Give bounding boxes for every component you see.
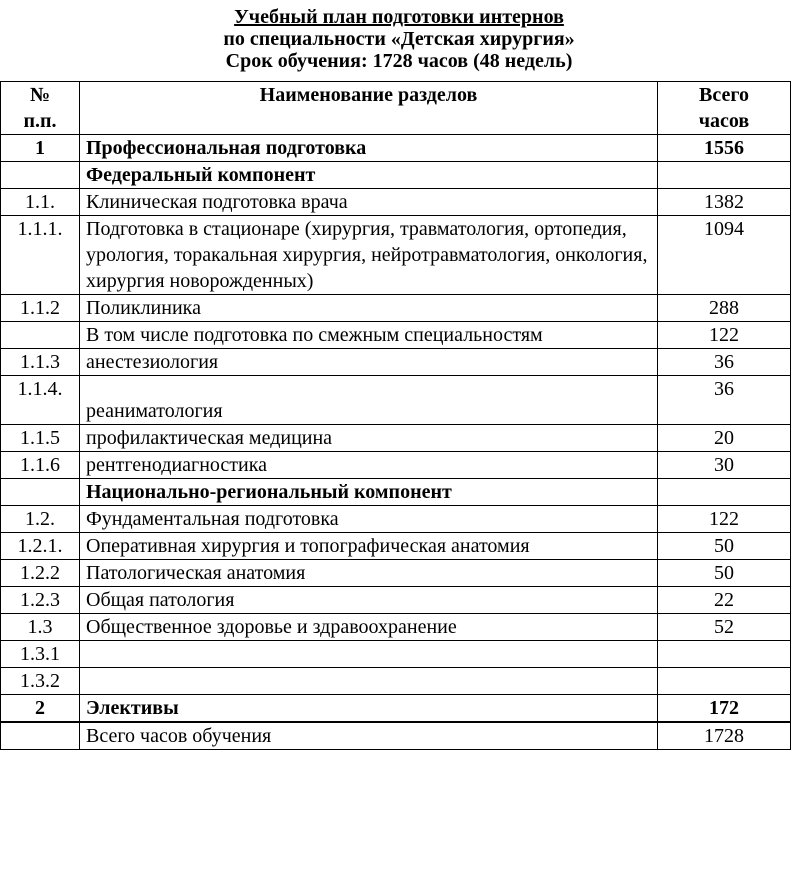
row-hours: 1094	[658, 216, 791, 295]
title-line-1: Учебный план подготовки интернов	[234, 6, 564, 28]
row-hours: 36	[658, 376, 791, 425]
row-name: Всего часов обучения	[80, 723, 658, 750]
row-hours: 122	[658, 506, 791, 533]
row-num: 1	[1, 135, 80, 162]
row-name	[80, 668, 658, 695]
row-num: 1.1.	[1, 189, 80, 216]
row-hours	[658, 668, 791, 695]
table-row	[1, 614, 791, 641]
title-line-3: Срок обучения: 1728 часов (48 недель)	[225, 50, 573, 72]
table-row	[1, 216, 791, 295]
row-name: профилактическая медицина	[80, 425, 658, 452]
row-hours: 1382	[658, 189, 791, 216]
row-num: 1.3	[1, 614, 80, 641]
title-line-2: по специальности «Детская хирургия»	[223, 28, 575, 50]
row-num: 1.3.1	[1, 641, 80, 668]
header-num-line2: п.п.	[23, 110, 57, 132]
row-hours: 20	[658, 425, 791, 452]
row-num: 2	[1, 695, 80, 722]
table-row	[1, 135, 791, 162]
table-header-row	[1, 82, 791, 135]
row-hours	[658, 479, 791, 506]
row-num: 1.2.3	[1, 587, 80, 614]
row-name: реаниматология	[80, 376, 658, 425]
row-name: Общая патология	[80, 587, 658, 614]
row-name: Федеральный компонент	[80, 162, 658, 189]
row-name: Национально-региональный компонент	[80, 479, 658, 506]
row-num	[1, 322, 80, 349]
table-row	[1, 452, 791, 479]
row-num: 1.3.2	[1, 668, 80, 695]
table-row	[1, 723, 791, 750]
row-hours: 288	[658, 295, 791, 322]
row-hours: 1556	[658, 135, 791, 162]
row-hours: 30	[658, 452, 791, 479]
table-row	[1, 668, 791, 695]
row-name: Оперативная хирургия и топографическая анатомия	[80, 533, 658, 560]
curriculum-table	[0, 81, 791, 750]
table-row	[1, 479, 791, 506]
table-row	[1, 587, 791, 614]
table-row	[1, 533, 791, 560]
table-row	[1, 425, 791, 452]
row-num: 1.2.	[1, 506, 80, 533]
table-row	[1, 641, 791, 668]
row-num	[1, 723, 80, 750]
header-num	[1, 82, 80, 135]
row-name: Клиническая подготовка врача	[80, 189, 658, 216]
row-name: анестезиология	[80, 349, 658, 376]
row-name: Подготовка в стационаре (хирургия, травматология, ортопедия, урология, торакальная хирургия, нейротравматология, онкология, хирургия новорожденных)	[80, 216, 658, 295]
row-num: 1.1.5	[1, 425, 80, 452]
row-hours	[658, 162, 791, 189]
row-name: Патологическая анатомия	[80, 560, 658, 587]
row-hours: 172	[658, 695, 791, 722]
header-hours	[658, 82, 791, 135]
table-row	[1, 322, 791, 349]
row-name: рентгенодиагностика	[80, 452, 658, 479]
table-row	[1, 189, 791, 216]
row-num: 1.1.6	[1, 452, 80, 479]
row-num: 1.2.2	[1, 560, 80, 587]
row-num: 1.1.1.	[1, 216, 80, 295]
table-row	[1, 162, 791, 189]
table-row	[1, 349, 791, 376]
row-name: Профессиональная подготовка	[80, 135, 658, 162]
row-name: Общественное здоровье и здравоохранение	[80, 614, 658, 641]
table-row	[1, 695, 791, 722]
row-num	[1, 162, 80, 189]
row-name	[80, 641, 658, 668]
row-hours: 22	[658, 587, 791, 614]
table-row	[1, 376, 791, 425]
table-row	[1, 295, 791, 322]
row-hours: 50	[658, 560, 791, 587]
document-header	[0, 0, 798, 72]
row-name: Поликлиника	[80, 295, 658, 322]
row-name: Фундаментальная подготовка	[80, 506, 658, 533]
header-hours-line2: часов	[698, 110, 750, 132]
header-hours-line1: Всего	[699, 84, 749, 106]
row-hours: 1728	[658, 723, 791, 750]
row-num: 1.1.3	[1, 349, 80, 376]
row-hours: 52	[658, 614, 791, 641]
row-name: В том числе подготовка по смежным специальностям	[80, 322, 658, 349]
table-row	[1, 506, 791, 533]
row-num: 1.1.2	[1, 295, 80, 322]
header-name: Наименование разделов	[80, 82, 658, 135]
row-num: 1.1.4.	[1, 376, 80, 425]
row-hours: 50	[658, 533, 791, 560]
row-hours	[658, 641, 791, 668]
table-body	[1, 135, 791, 750]
row-name: Элективы	[80, 695, 658, 722]
row-hours: 122	[658, 322, 791, 349]
row-num	[1, 479, 80, 506]
header-num-line1: №	[29, 84, 51, 106]
row-num: 1.2.1.	[1, 533, 80, 560]
row-hours: 36	[658, 349, 791, 376]
table-row	[1, 560, 791, 587]
